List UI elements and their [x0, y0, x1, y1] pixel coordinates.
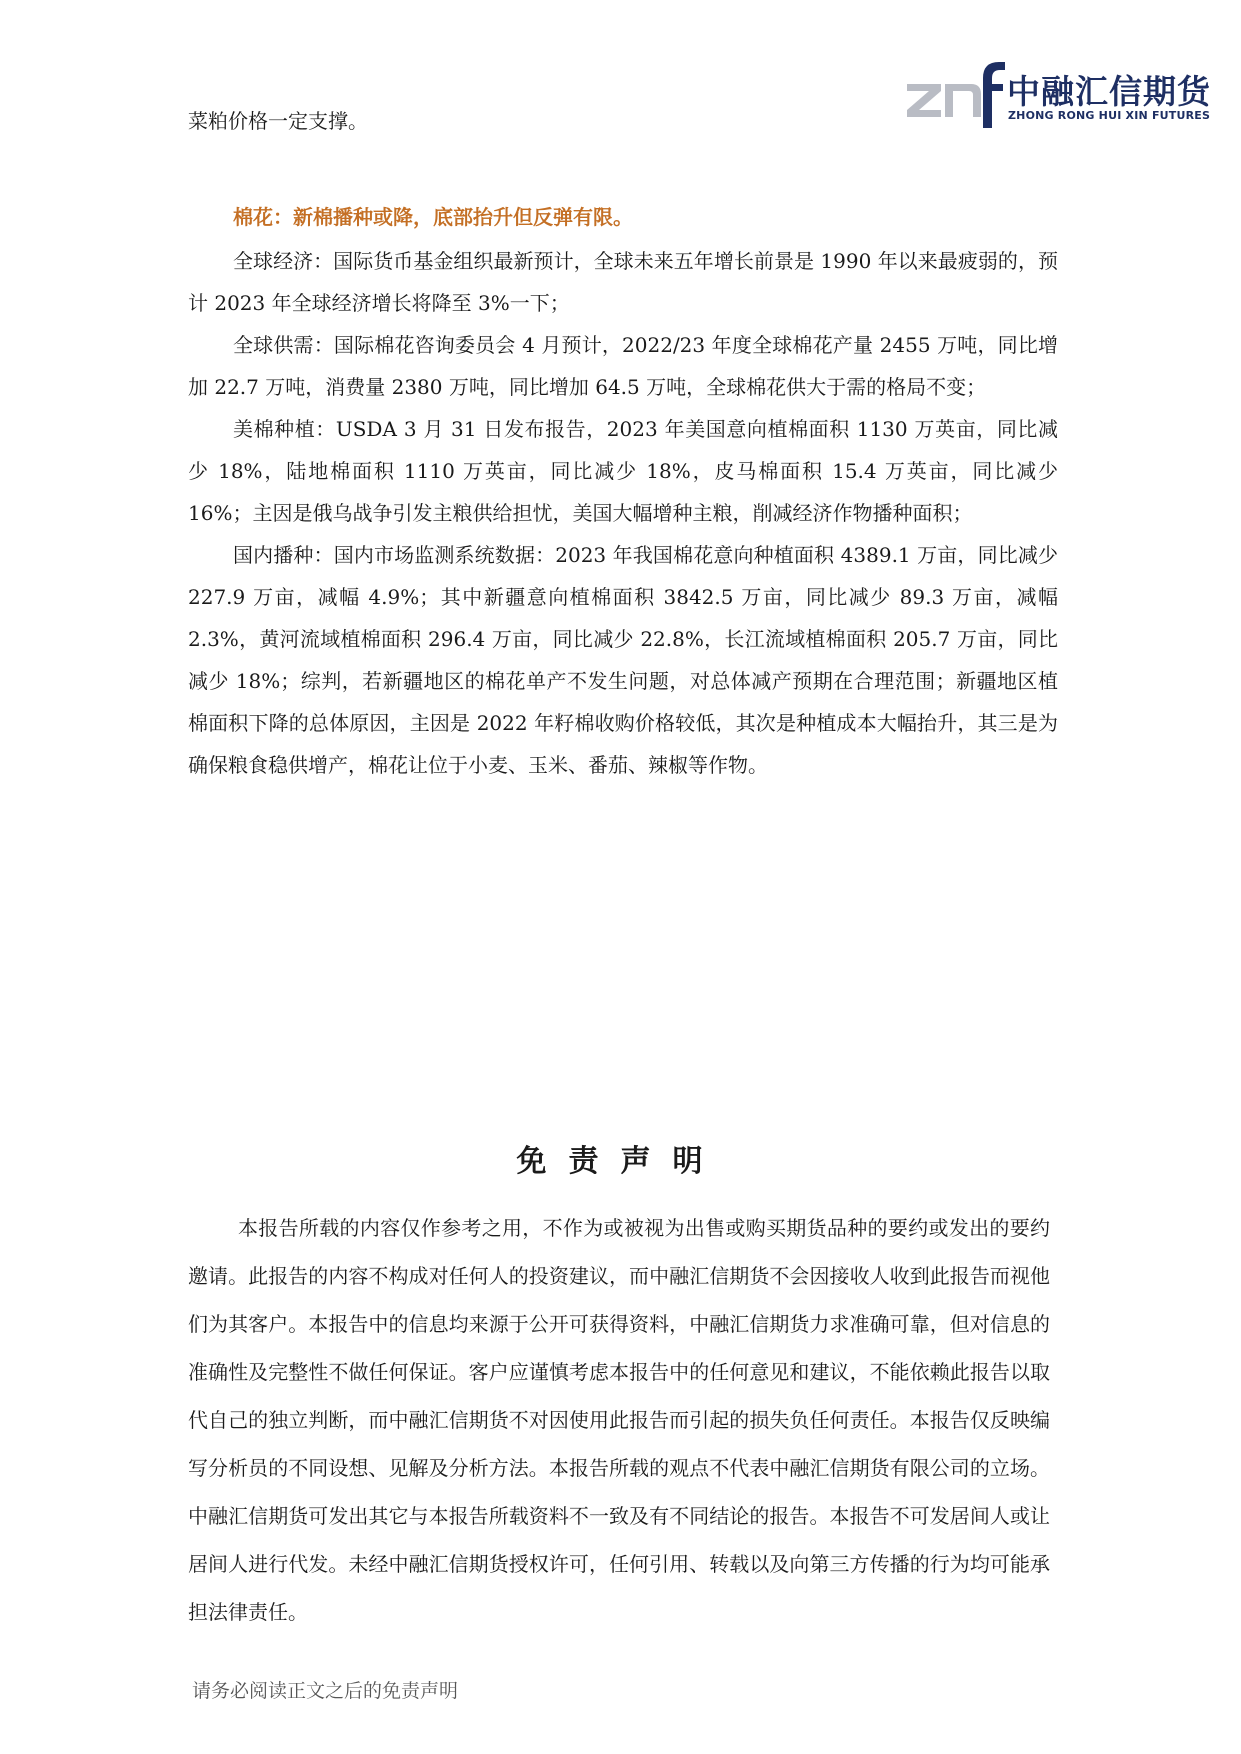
cotton-section-title: 棉花：新棉播种或降，底部抬升但反弹有限。: [233, 205, 633, 229]
logo-english-name: ZHONG RONG HUI XIN FUTURES: [1008, 109, 1211, 122]
paragraph-us-cotton-planting: 美棉种植：USDA 3 月 31 日发布报告，2023 年美国意向植棉面积 1130 万英亩，同比减少 18%，陆地棉面积 1110 万英亩，同比减少 18%，皮马棉面积 15.4 万英亩，同比减少 16%；主因是俄乌战争引发主粮供给担忧，美国大幅增种主粮，削减经济作物播种面积；: [188, 417, 1058, 525]
disclaimer-body: 本报告所载的内容仅作参考之用，不作为或被视为出售或购买期货品种的要约或发出的要约邀请。此报告的内容不构成对任何人的投资建议，而中融汇信期货不会因接收人收到此报告而视他们为其客户。本报告中的信息均来源于公开可获得资料，中融汇信期货力求准确可靠，但对信息的准确性及完整性不做任何保证。客户应谨慎考虑本报告中的任何意见和建议，不能依赖此报告以取代自己的独立判断，而中融汇信期货不对因使用此报告而引起的损失负任何责任。本报告仅反映编写分析员的不同设想、见解及分析方法。本报告所载的观点不代表中融汇信期货有限公司的立场。中融汇信期货可发出其它与本报告所载资料不一致及有不同结论的报告。本报告不可发居间人或让居间人进行代发。未经中融汇信期货授权许可，任何引用、转载以及向第三方传播的行为均可能承担法律责任。: [188, 1216, 1050, 1624]
paragraph-global-economy: 全球经济：国际货币基金组织最新预计，全球未来五年增长前景是 1990 年以来最疲弱的，预计 2023 年全球经济增长将降至 3%一下；: [188, 249, 1058, 315]
cotton-section-body: [188, 240, 1058, 786]
carryover-line: 菜粕价格一定支撑。: [188, 109, 368, 133]
logo-chinese-name: 中融汇信期货: [1007, 72, 1211, 111]
paragraph-domestic-planting: 国内播种：国内市场监测系统数据：2023 年我国棉花意向种植面积 4389.1 万亩，同比减少 227.9 万亩，减幅 4.9%；其中新疆意向植棉面积 3842.5 万亩，同比减少 89.3 万亩，减幅 2.3%，黄河流域植棉面积 296.4 万亩，同比减少 22.8%，长江流域植棉面积 205.7 万亩，同比减少 18%；综判，若新疆地区的棉花单产不发生问题，对总体减产预期在合理范围；新疆地区植棉面积下降的总体原因，主因是 2022 年籽棉收购价格较低，其次是种植成本大幅抬升，其三是为确保粮食稳供增产，棉花让位于小麦、玉米、番茄、辣椒等作物。: [188, 543, 1058, 777]
disclaimer-title: 免责声明: [516, 1144, 725, 1179]
footer-note: 请务必阅读正文之后的免责声明: [192, 1680, 459, 1702]
paragraph-global-supply-demand: 全球供需：国际棉花咨询委员会 4 月预计，2022/23 年度全球棉花产量 2455 万吨，同比增加 22.7 万吨，消费量 2380 万吨，同比增加 64.5 万吨，全球棉花供大于需的格局不变；: [188, 333, 1058, 399]
